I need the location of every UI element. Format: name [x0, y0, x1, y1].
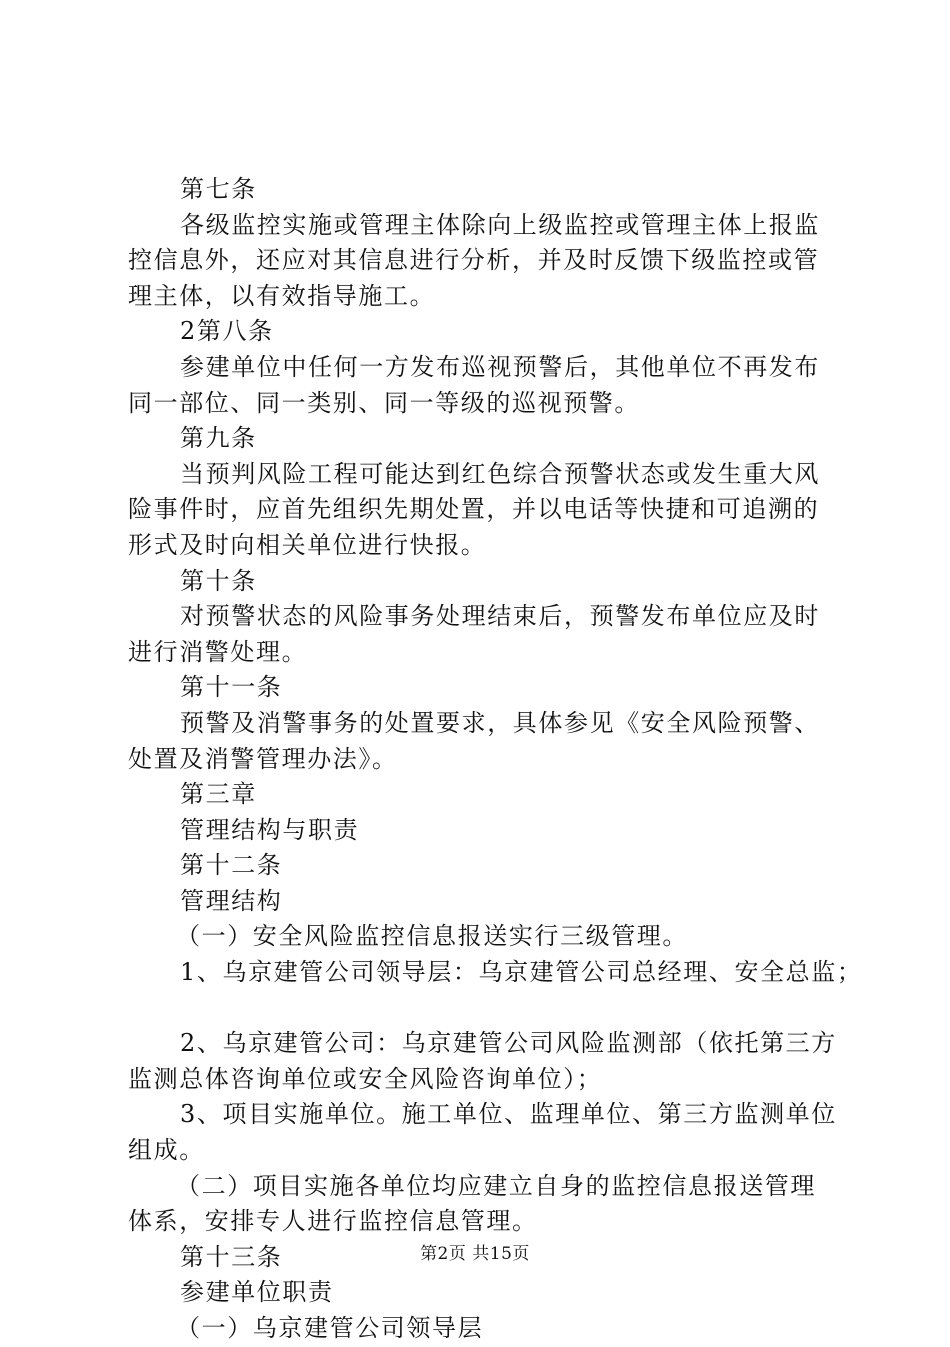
chapter-heading: 第三章 — [180, 780, 257, 809]
paragraph-line: （一）乌京建管公司领导层 — [176, 1314, 484, 1342]
section-title: 管理结构 — [180, 886, 283, 915]
paragraph-line: （一）安全风险监控信息报送实行三级管理。 — [176, 922, 688, 951]
paragraph-line: 同一部位、同一类别、同一等级的巡视预警。 — [128, 388, 640, 417]
article-heading: 第十一条 — [180, 673, 283, 702]
paragraph-line: 对预警状态的风险事务处理结束后，预警发布单位应及时 — [180, 602, 820, 631]
page-footer — [0, 1239, 950, 1264]
paragraph-line: 形式及时向相关单位进行快报。 — [128, 530, 487, 559]
document-body — [128, 172, 863, 1347]
paragraph-line: 3、项目实施单位。施工单位、监理单位、第三方监测单位 — [180, 1100, 837, 1129]
paragraph-line: 组成。 — [128, 1136, 205, 1165]
paragraph-line: 1、乌京建管公司领导层：乌京建管公司总经理、安全总监； — [180, 958, 863, 987]
paragraph-line: 各级监控实施或管理主体除向上级监控或管理主体上报监 — [180, 210, 820, 239]
paragraph-line: 处置及消警管理办法》。 — [128, 744, 398, 773]
page-number-label: 第2页 共15页 — [420, 1244, 530, 1264]
article-heading: 第十条 — [180, 566, 257, 595]
article-heading: 第九条 — [180, 424, 257, 453]
paragraph-line: 险事件时，应首先组织先期处置，并以电话等快捷和可追溯的 — [128, 495, 820, 524]
paragraph-line: 2、乌京建管公司：乌京建管公司风险监测部（依托第三方 — [180, 1029, 837, 1058]
paragraph-line: 当预判风险工程可能达到红色综合预警状态或发生重大风 — [180, 459, 820, 488]
article-heading: 第十三条 — [180, 1242, 283, 1271]
paragraph-line: 参建单位中任何一方发布巡视预警后，其他单位不再发布 — [180, 352, 820, 381]
article-heading: 第十二条 — [180, 851, 283, 880]
paragraph-line: 监测总体咨询单位或安全风险咨询单位）； — [128, 1064, 603, 1093]
article-heading: 2第八条 — [180, 317, 274, 346]
chapter-title: 管理结构与职责 — [180, 815, 360, 844]
section-title: 参建单位职责 — [180, 1278, 334, 1307]
paragraph-line: （二）项目实施各单位均应建立自身的监控信息报送管理 — [176, 1171, 816, 1200]
paragraph-line: 进行消警处理。 — [128, 637, 308, 666]
paragraph-line: 控信息外，还应对其信息进行分析，并及时反馈下级监控或管 — [128, 246, 820, 275]
paragraph-line: 理主体，以有效指导施工。 — [128, 281, 436, 310]
blank-line — [128, 991, 833, 1027]
article-heading: 第七条 — [180, 175, 257, 203]
paragraph-line: 预警及消警事务的处置要求，具体参见《安全风险预警、 — [180, 708, 820, 737]
paragraph-line: 体系，安排专人进行监控信息管理。 — [128, 1207, 538, 1236]
